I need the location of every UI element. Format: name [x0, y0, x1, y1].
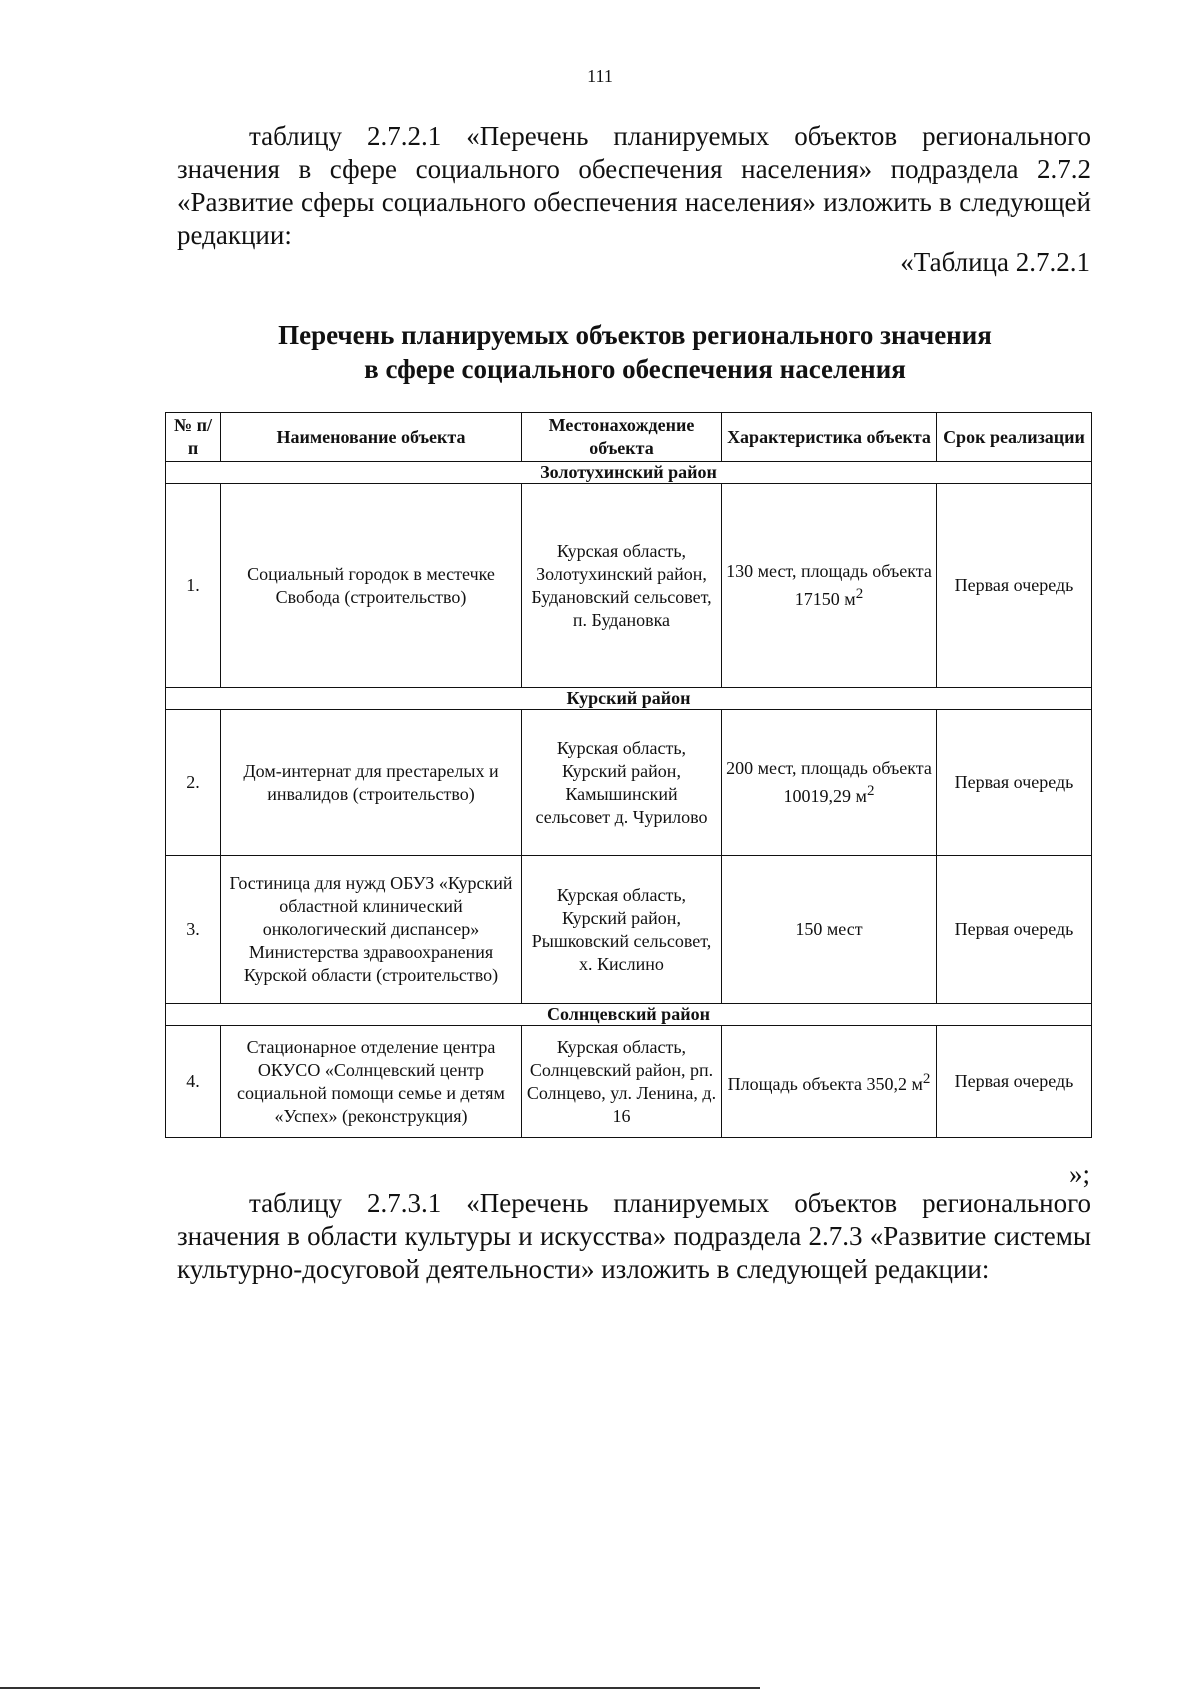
implementation-term: Первая очередь [937, 856, 1092, 1004]
closing-quote: »; [1068, 1159, 1090, 1189]
object-characteristic: Площадь объекта 350,2 $м^2$ [722, 1026, 937, 1138]
object-characteristic: 150 мест [722, 856, 937, 1004]
object-name: Стационарное отделение центра ОКУСО «Солнцевский центр социальной помощи семье и детям «Успех» (реконструкция) [221, 1026, 522, 1138]
implementation-term: Первая очередь [937, 710, 1092, 856]
intro-paragraph: таблицу 2.7.2.1 «Перечень планируемых объектов регионального значения в сфере социального обеспечения населения» подраздела 2.7.2 «Развитие сферы социального обеспечения населения» изложить в следующей редакции: [177, 121, 1091, 250]
implementation-term: Первая очередь [937, 1026, 1092, 1138]
object-location: Курская область, Курский район, Камышинский сельсовет д. Чурилово [522, 710, 722, 856]
table-row [166, 710, 1092, 856]
table-row [166, 1026, 1092, 1138]
table-title-line-2: в сфере социального обеспечения населения [364, 354, 906, 384]
table-title [150, 318, 1120, 386]
row-number: 3. [166, 856, 221, 1004]
district-row [166, 1004, 1092, 1026]
header-name: Наименование объекта [221, 413, 522, 462]
bottom-scan-edge [0, 1687, 760, 1689]
object-characteristic: 130 мест, площадь объекта 17150 $м^2$ [722, 484, 937, 688]
header-term: Срок реализации [937, 413, 1092, 462]
object-characteristic: 200 мест, площадь объекта 10019,29 $м^2$ [722, 710, 937, 856]
district-row [166, 462, 1092, 484]
object-location: Курская область, Золотухинский район, Будановский сельсовет, п. Будановка [522, 484, 722, 688]
table-title-line-1: Перечень планируемых объектов регионального значения [278, 320, 992, 350]
facilities-table [165, 412, 1092, 1138]
district-row [166, 688, 1092, 710]
implementation-term: Первая очередь [937, 484, 1092, 688]
district-heading: Курский район [166, 688, 1092, 710]
row-number: 2. [166, 710, 221, 856]
row-number: 1. [166, 484, 221, 688]
table-reference-label: «Таблица 2.7.2.1 [900, 247, 1090, 277]
object-location: Курская область, Курский район, Рышковский сельсовет, х. Кислино [522, 856, 722, 1004]
object-name: Дом-интернат для престарелых и инвалидов (строительство) [221, 710, 522, 856]
page-number: 111 [587, 66, 613, 86]
table-row [166, 484, 1092, 688]
header-characteristic: Характеристика объекта [722, 413, 937, 462]
header-num: № п/п [166, 413, 221, 462]
object-location: Курская область, Солнцевский район, рп. Солнцево, ул. Ленина, д. 16 [522, 1026, 722, 1138]
table-row [166, 856, 1092, 1004]
object-name: Социальный городок в местечке Свобода (строительство) [221, 484, 522, 688]
district-heading: Солнцевский район [166, 1004, 1092, 1026]
row-number: 4. [166, 1026, 221, 1138]
object-name: Гостиница для нужд ОБУЗ «Курский областной клинический онкологический диспансер» Министерства здравоохранения Курской области (строительство) [221, 856, 522, 1004]
outro-paragraph: таблицу 2.7.3.1 «Перечень планируемых объектов регионального значения в области культуры и искусства» подраздела 2.7.3 «Развитие системы культурно-досуговой деятельности» изложить в следующей редакции: [177, 1188, 1091, 1284]
table-header-row [166, 413, 1092, 462]
district-heading: Золотухинский район [166, 462, 1092, 484]
header-location: Местонахождение объекта [522, 413, 722, 462]
